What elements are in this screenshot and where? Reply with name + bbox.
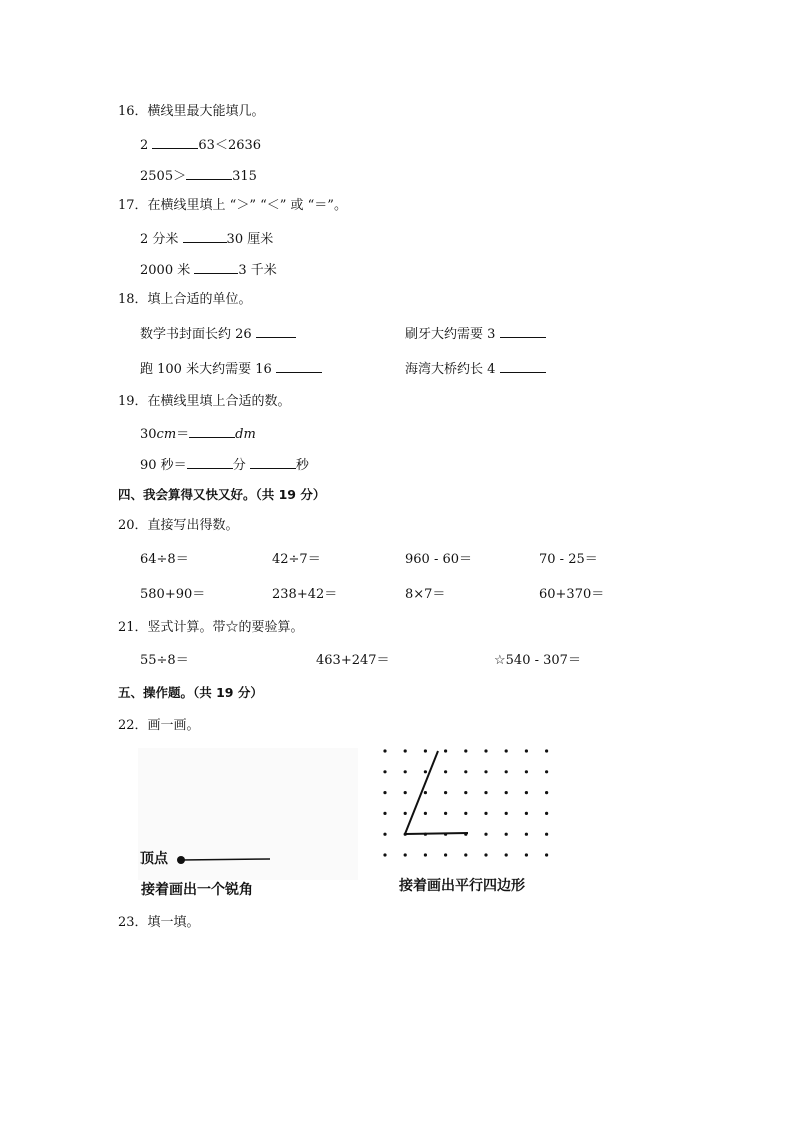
q17-line2-pre: 2000 米: [140, 263, 195, 278]
grid-dot: [444, 853, 447, 856]
q19-line2-mid: 分: [232, 458, 250, 473]
answer-blank[interactable]: [183, 230, 227, 243]
q19-eq: ＝: [176, 427, 190, 442]
ray: [181, 859, 270, 860]
q22-title: 22．画一画。: [118, 718, 200, 733]
grid-dot: [545, 749, 548, 752]
grid-dot: [505, 812, 508, 815]
q19-title: 19．在横线里填上合适的数。: [118, 394, 291, 409]
q21-expr: 55÷8＝: [140, 653, 189, 668]
q19-line2: [140, 456, 309, 474]
caption-acute-angle: 接着画出一个锐角: [141, 882, 253, 898]
grid-dot: [424, 853, 427, 856]
q17-line1-post: 30 厘米: [226, 232, 274, 247]
grid-dot: [545, 770, 548, 773]
q19-line2-pre: 90 秒＝: [140, 458, 187, 473]
grid-dot: [484, 791, 487, 794]
q18-item-text: 海湾大桥约长 4: [405, 362, 500, 377]
q21-expr: ☆540 - 307＝: [494, 653, 581, 668]
answer-blank[interactable]: [500, 325, 546, 338]
grid-dot: [404, 791, 407, 794]
q23-title: 23．填一填。: [118, 915, 200, 930]
q19-line2-post: 秒: [295, 458, 309, 473]
grid-dot: [383, 833, 386, 836]
grid-dot: [424, 749, 427, 752]
grid-dot: [505, 749, 508, 752]
grid-dot: [444, 812, 447, 815]
q19-line1: [140, 425, 256, 443]
grid-dot: [505, 770, 508, 773]
q18-item-text: 刷牙大约需要 3: [405, 327, 500, 342]
q19-unit-dm: dm: [235, 427, 256, 442]
q17-line1: [140, 230, 273, 248]
grid-dot: [545, 812, 548, 815]
grid-dot: [424, 770, 427, 773]
answer-blank[interactable]: [187, 456, 233, 469]
answer-blank[interactable]: [250, 456, 296, 469]
dot-grid[interactable]: [378, 742, 554, 866]
q18-item: [140, 360, 322, 378]
grid-dot: [484, 833, 487, 836]
q17-line1-pre: 2 分米: [140, 232, 183, 247]
answer-blank[interactable]: [276, 360, 322, 373]
grid-dot: [444, 770, 447, 773]
grid-dot: [444, 749, 447, 752]
q20-expr: 64÷8＝: [140, 552, 189, 567]
vertex-label: 顶点: [140, 851, 168, 867]
q18-item: [140, 325, 296, 343]
answer-blank[interactable]: [256, 325, 296, 338]
q16-line2-pre: 2505＞: [140, 169, 187, 184]
answer-blank[interactable]: [189, 425, 235, 438]
grid-dot: [424, 812, 427, 815]
q18-title: 18．填上合适的单位。: [118, 292, 252, 307]
grid-dot: [484, 770, 487, 773]
grid-dot: [383, 853, 386, 856]
grid-dot: [464, 749, 467, 752]
q16-line2: [140, 167, 257, 185]
grid-dot: [545, 853, 548, 856]
grid-dot: [424, 791, 427, 794]
grid-dot: [505, 833, 508, 836]
answer-blank[interactable]: [152, 136, 198, 149]
grid-dot: [484, 853, 487, 856]
grid-dot: [525, 749, 528, 752]
grid-dot: [545, 791, 548, 794]
parallelogram-side-slanted: [405, 751, 438, 834]
grid-dot: [484, 812, 487, 815]
q18-item: [405, 360, 546, 378]
q21-title: 21．竖式计算。带☆的要验算。: [118, 620, 304, 635]
q19-num: 30: [140, 427, 157, 442]
q16-line1-pre: 2: [140, 138, 153, 153]
grid-dot: [484, 749, 487, 752]
q20-title: 20．直接写出得数。: [118, 518, 239, 533]
section-heading-5: 五、操作题。（共 19 分）: [118, 685, 263, 700]
grid-dot: [525, 833, 528, 836]
q18-item-text: 数学书封面长约 26: [140, 327, 256, 342]
q19-unit-cm: cm: [156, 427, 177, 442]
grid-dot: [404, 853, 407, 856]
q17-line2-post: 3 千米: [238, 263, 277, 278]
q20-expr: 960 - 60＝: [405, 552, 473, 567]
q20-expr: 8×7＝: [405, 587, 446, 602]
grid-dot: [444, 791, 447, 794]
caption-parallelogram: 接着画出平行四边形: [399, 878, 525, 894]
q20-expr: 42÷7＝: [272, 552, 321, 567]
section-heading-4: 四、我会算得又快又好。（共 19 分）: [118, 487, 326, 502]
grid-dot: [505, 853, 508, 856]
grid-dot: [383, 791, 386, 794]
answer-blank[interactable]: [500, 360, 546, 373]
grid-dot: [464, 791, 467, 794]
q16-title: 16．横线里最大能填几。: [118, 104, 265, 119]
ray-line: [174, 852, 274, 868]
grid-dot: [545, 833, 548, 836]
grid-dot: [383, 749, 386, 752]
q18-item-text: 跑 100 米大约需要 16: [140, 362, 276, 377]
grid-dot: [464, 770, 467, 773]
grid-dot: [525, 853, 528, 856]
grid-dot: [383, 770, 386, 773]
grid-dot: [464, 853, 467, 856]
q16-line1: [140, 136, 261, 154]
grid-dot: [464, 812, 467, 815]
grid-dot: [525, 770, 528, 773]
grid-dot: [383, 812, 386, 815]
answer-blank[interactable]: [186, 167, 232, 180]
grid-dot: [404, 749, 407, 752]
parallelogram-side-bottom: [405, 833, 468, 834]
grid-dot: [525, 812, 528, 815]
grid-dot: [404, 812, 407, 815]
q21-expr: 463+247＝: [316, 653, 390, 668]
q16-line1-post: 63＜2636: [198, 138, 262, 153]
q20-expr: 60+370＝: [539, 587, 605, 602]
grid-dot: [505, 791, 508, 794]
grid-dot: [404, 770, 407, 773]
q17-title: 17．在横线里填上 “＞” “＜” 或 “＝”。: [118, 198, 347, 213]
q20-expr: 70 - 25＝: [539, 552, 598, 567]
q18-item: [405, 325, 546, 343]
q20-expr: 580+90＝: [140, 587, 206, 602]
q16-line2-post: 315: [232, 169, 257, 184]
grid-dot: [525, 791, 528, 794]
q20-expr: 238+42＝: [272, 587, 338, 602]
q17-line2: [140, 261, 277, 279]
answer-blank[interactable]: [194, 261, 238, 274]
